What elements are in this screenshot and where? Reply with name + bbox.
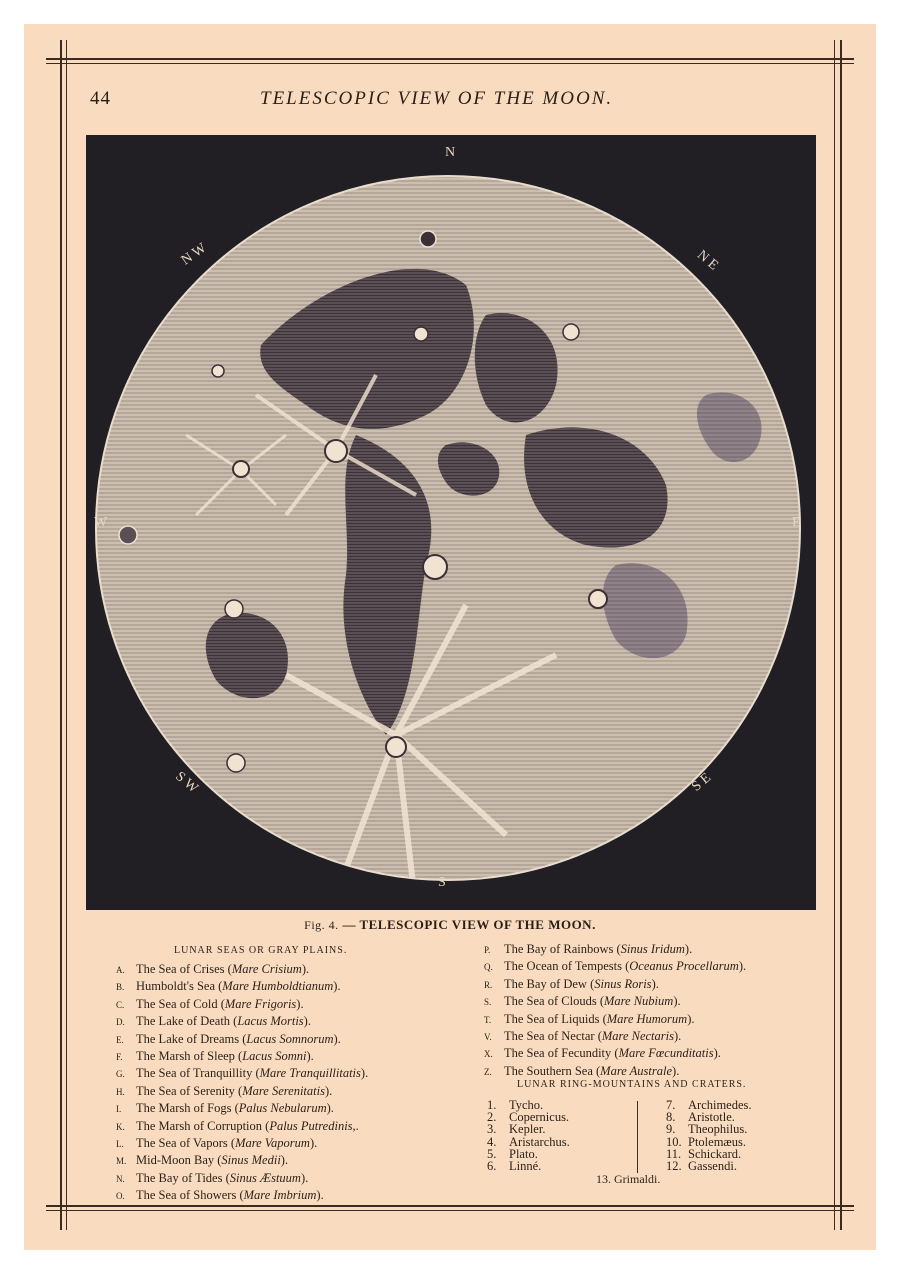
crater-name: Linné.: [509, 1159, 542, 1174]
sea-key: C.: [116, 999, 125, 1010]
sea-name: The Sea of Cold (: [136, 996, 225, 1011]
sea-latin-name: Mare Australe: [600, 1063, 673, 1078]
crater-aristarchus: [212, 365, 224, 377]
sea-name-end: ).: [713, 1046, 721, 1061]
sea-latin-name: Mare Nubium: [603, 994, 674, 1009]
crater-name: Aristarchus.: [509, 1134, 570, 1149]
sea-item: [116, 1187, 368, 1204]
crater-name: Schickard.: [688, 1146, 742, 1161]
sea-latin-name: Sinus Iridum: [620, 942, 685, 956]
sea-latin-name: Lacus Somnorum: [246, 1031, 334, 1046]
sea-name-end: ).: [672, 1063, 680, 1078]
sea-latin-name: Mare Frigoris: [224, 996, 297, 1011]
page-title: TELESCOPIC VIEW OF THE MOON.: [260, 88, 614, 109]
sea-name: The Sea of Crises (: [136, 962, 232, 976]
sea-key: A.: [116, 965, 125, 975]
sea-latin-name: Mare Serenitatis: [242, 1083, 325, 1098]
crater-grimaldi: [119, 526, 137, 544]
crater-number: 13.: [596, 1172, 611, 1186]
sea-item: [116, 1065, 368, 1082]
craters-list-left: [487, 1099, 570, 1172]
page-header: [90, 88, 780, 116]
sea-name-end: ).: [326, 1101, 334, 1116]
crater-number: 9.: [666, 1122, 676, 1137]
compass-ne: N E: [694, 247, 721, 274]
crater-number: 10.: [666, 1134, 682, 1149]
sea-item: [116, 1083, 368, 1100]
compass-n: N: [445, 145, 456, 160]
sea-item: [116, 1118, 368, 1135]
craters-divider: [637, 1101, 638, 1173]
left-border-rule-inner: [66, 40, 67, 1230]
sea-key: M.: [116, 1156, 127, 1167]
seas-list-left: [116, 961, 368, 1205]
crater-number: 5.: [487, 1146, 497, 1161]
crater-number: 3.: [487, 1122, 497, 1137]
sea-name-end: ).: [309, 1136, 318, 1151]
crater-name: Tycho.: [509, 1098, 544, 1112]
figure-caption-text: — TELESCOPIC VIEW OF THE MOON.: [342, 917, 596, 932]
sea-item: [484, 1011, 746, 1028]
sea-name: Mid-Moon Bay (: [136, 1153, 222, 1168]
sea-item: [116, 1013, 368, 1030]
crater-item: [487, 1160, 570, 1172]
crater-number: 2.: [487, 1110, 497, 1125]
right-border-rule: [834, 40, 835, 1230]
sea-item: [484, 976, 746, 993]
sea-latin-name: Sinus Æstuum: [229, 1170, 301, 1185]
sea-latin-name: Lacus Somni: [242, 1049, 307, 1064]
sea-key: F.: [116, 1052, 123, 1063]
crater-schickard: [227, 754, 245, 772]
crater-number: 12.: [666, 1159, 682, 1174]
sea-latin-name: Mare Fœcunditatis: [618, 1046, 714, 1061]
sea-latin-name: Mare Imbrium: [243, 1188, 317, 1203]
crater-name: Theophilus.: [688, 1122, 748, 1137]
sea-name: The Sea of Nectar (: [504, 1029, 602, 1044]
sea-latin-name: Mare Tranquillitatis: [259, 1066, 361, 1081]
sea-name-end: ).: [324, 1083, 333, 1098]
sea-latin-name: Mare Nectaris: [601, 1029, 674, 1044]
sea-item: [484, 958, 746, 975]
sea-item: [484, 1063, 746, 1080]
sea-item: [116, 1152, 368, 1169]
sea-key: G.: [116, 1069, 125, 1080]
compass-nw: N W: [178, 240, 210, 269]
sea-name: The Sea of Vapors (: [136, 1136, 236, 1151]
sea-name-end: ).: [280, 1153, 289, 1168]
sea-name-end: ).: [306, 1049, 314, 1064]
right-border-rule-inner: [840, 40, 842, 1230]
sea-item: [116, 1170, 368, 1187]
moon-plate: [86, 135, 816, 910]
sea-key: K.: [116, 1121, 125, 1132]
compass-e: E: [792, 515, 801, 530]
sea-latin-name: Mare Crisium: [231, 962, 302, 976]
crater-name: Grimaldi.: [614, 1172, 661, 1186]
compass-w: W: [94, 515, 108, 530]
crater-name: Archimedes.: [688, 1098, 752, 1112]
sea-name: The Lake of Dreams (: [136, 1031, 247, 1046]
crater-copernicus: [325, 440, 347, 462]
sea-item: [484, 1045, 746, 1062]
compass-sw: S W: [172, 769, 201, 797]
crater-aristotle: [563, 324, 579, 340]
seas-list-right: [484, 941, 746, 1080]
sea-key: O.: [116, 1191, 125, 1202]
sea-key: L.: [116, 1139, 124, 1150]
sea-latin-name: Sinus Roris: [594, 976, 652, 991]
sea-latin-name: Sinus Medii: [221, 1153, 281, 1168]
sea-key: B.: [116, 982, 125, 993]
compass-se: S E: [689, 770, 715, 795]
sea-key: S.: [484, 997, 492, 1008]
sea-item: [116, 1031, 368, 1048]
sea-name: The Marsh of Corruption (: [136, 1118, 270, 1133]
sea-item: [116, 996, 368, 1013]
crater-name: Ptolemæus.: [688, 1134, 746, 1149]
crater-number: 11.: [666, 1146, 682, 1161]
sea-item: [484, 1028, 746, 1045]
sea-item: [116, 978, 368, 995]
sea-latin-name: Mare Humorum: [606, 1011, 688, 1026]
crater-plato: [420, 231, 436, 247]
sea-name-end: ).: [316, 1188, 324, 1203]
bottom-border-rule: [46, 1205, 854, 1207]
sea-name-end: ,.: [352, 1118, 359, 1133]
sea-key: X.: [484, 1049, 493, 1060]
sea-item: [484, 941, 746, 958]
sea-name: The Sea of Clouds (: [504, 994, 604, 1009]
sea-name-end: ).: [651, 976, 659, 991]
craters-heading: LUNAR RING-MOUNTAINS AND CRATERS.: [517, 1079, 747, 1090]
sea-name-end: ).: [296, 996, 304, 1011]
sea-key: V.: [484, 1032, 492, 1043]
compass-s: S: [438, 875, 446, 890]
figure-number: Fig. 4.: [304, 918, 339, 932]
sea-name: The Bay of Dew (: [504, 976, 595, 991]
crater-name: Kepler.: [509, 1122, 546, 1137]
sea-name: The Sea of Showers (: [136, 1188, 244, 1203]
crater-number: 7.: [666, 1098, 676, 1112]
crater-name: Plato.: [509, 1146, 538, 1161]
crater-name: Copernicus.: [509, 1110, 570, 1125]
bottom-border-rule-inner: [46, 1210, 854, 1211]
sea-name-end: ).: [333, 979, 341, 994]
crater-item: [666, 1160, 752, 1172]
sea-latin-name: Mare Vaporum: [235, 1136, 310, 1151]
sea-name: The Southern Sea (: [504, 1063, 601, 1078]
crater-kepler: [233, 461, 249, 477]
sea-name-end: ).: [738, 959, 747, 974]
sea-name: The Sea of Liquids (: [504, 1011, 607, 1026]
crater-theophilus: [589, 590, 607, 608]
sea-item: [116, 1100, 368, 1117]
sea-latin-name: Oceanus Procellarum: [629, 959, 739, 974]
page-number: 44: [90, 88, 111, 109]
sea-name: The Ocean of Tempests (: [504, 959, 630, 974]
sea-latin-name: Palus Putredinis: [269, 1118, 353, 1133]
sea-name: The Bay of Tides (: [136, 1170, 230, 1185]
sea-key: P.: [484, 945, 491, 955]
craters-list-right: [666, 1099, 752, 1172]
sea-name-end: ).: [333, 1031, 341, 1046]
sea-name: The Bay of Rainbows (: [504, 942, 621, 956]
sea-name: The Sea of Serenity (: [136, 1083, 243, 1098]
sea-name-end: ).: [303, 1014, 311, 1029]
sea-name-end: ).: [300, 1170, 309, 1185]
sea-key: Q.: [484, 962, 493, 973]
sea-name: The Marsh of Fogs (: [136, 1101, 239, 1116]
crater-ptolemaeus: [423, 555, 447, 579]
crater-archimedes: [414, 327, 428, 341]
seas-heading: LUNAR SEAS OR GRAY PLAINS.: [174, 945, 348, 956]
sea-name: The Lake of Death (: [136, 1014, 238, 1029]
crater-item-13: [596, 1172, 660, 1187]
crater-name: Aristotle.: [688, 1110, 735, 1125]
sea-name-end: ).: [673, 994, 681, 1009]
top-border-rule: [46, 58, 854, 60]
left-border-rule: [60, 40, 62, 1230]
sea-latin-name: Palus Nebularum: [238, 1101, 327, 1116]
sea-item: [116, 1048, 368, 1065]
sea-latin-name: Lacus Mortis: [237, 1014, 304, 1029]
sea-key: R.: [484, 979, 493, 990]
sea-name-end: ).: [687, 1011, 695, 1026]
sea-name: The Sea of Tranquillity (: [136, 1066, 260, 1081]
figure-caption: [0, 917, 900, 933]
sea-name-end: ).: [301, 962, 310, 976]
crater-number: 8.: [666, 1110, 676, 1125]
sea-key: Z.: [484, 1066, 492, 1077]
sea-item: [116, 961, 368, 978]
sea-name-end: ).: [684, 942, 693, 956]
sea-name: The Sea of Fecundity (: [504, 1046, 619, 1061]
sea-key: H.: [116, 1086, 125, 1097]
sea-name-end: ).: [673, 1029, 682, 1044]
crater-number: 1.: [487, 1098, 497, 1112]
crater-number: 4.: [487, 1134, 497, 1149]
sea-key: N.: [116, 1173, 125, 1184]
sea-item: [484, 993, 746, 1010]
crater-tycho: [386, 737, 406, 757]
sea-name: Humboldt's Sea (: [136, 979, 223, 994]
crater-number: 6.: [487, 1159, 497, 1174]
sea-key: T.: [484, 1014, 492, 1025]
top-border-rule-inner: [46, 63, 854, 64]
sea-key: I.: [116, 1104, 122, 1115]
sea-item: [116, 1135, 368, 1152]
crater-name: Gassendi.: [688, 1159, 737, 1174]
sea-key: D.: [116, 1017, 125, 1028]
sea-latin-name: Mare Humboldtianum: [222, 979, 334, 994]
crater-gassendi: [225, 600, 243, 618]
sea-name: The Marsh of Sleep (: [136, 1049, 243, 1064]
sea-name-end: ).: [360, 1066, 369, 1081]
sea-key: E.: [116, 1034, 124, 1045]
